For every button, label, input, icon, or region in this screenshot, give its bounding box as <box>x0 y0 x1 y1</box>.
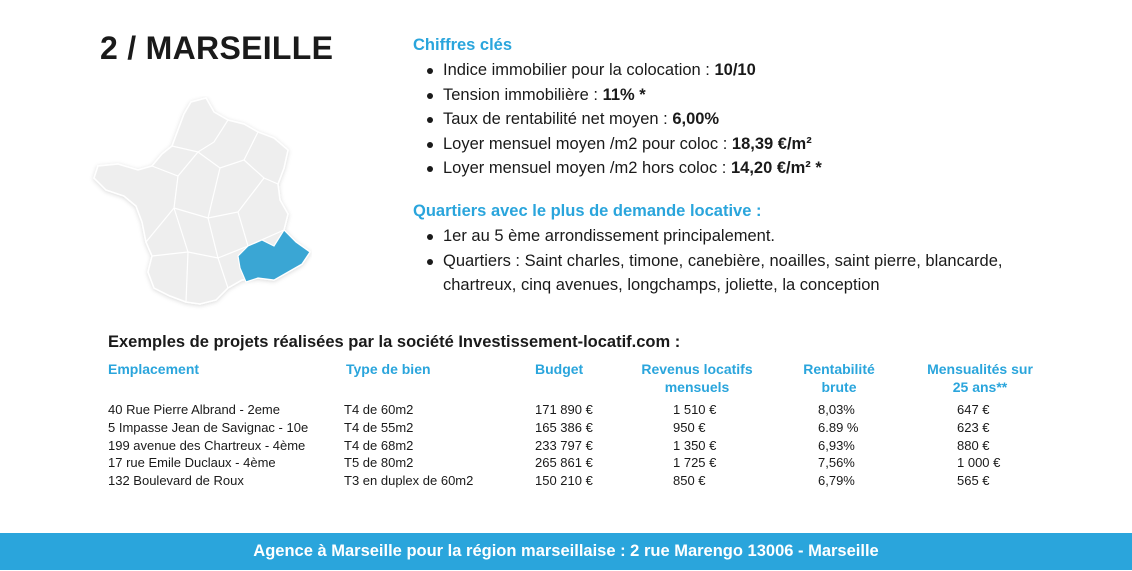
list-item: Indice immobilier pour la colocation : 10/10 <box>413 58 822 83</box>
cell-type: T3 en duplex de 60m2 <box>344 473 474 489</box>
table-row <box>0 420 1132 438</box>
table-row <box>0 438 1132 456</box>
cell-yield: 8,03% <box>818 402 855 417</box>
cell-budget: 150 210 € <box>535 473 593 489</box>
agency-footer-banner <box>0 533 1132 570</box>
neighborhoods-heading: Quartiers avec le plus de demande locative : <box>413 202 762 220</box>
list-item: Loyer mensuel moyen /m2 hors coloc : 14,20 €/m² * <box>413 156 822 181</box>
table-row <box>0 473 1132 491</box>
cell-type: T4 de 55m2 <box>344 419 414 435</box>
cell-monthly: 623 € <box>957 419 990 435</box>
france-map <box>88 96 312 310</box>
header-budget: Budget <box>535 361 584 377</box>
neighborhoods-list <box>413 224 1033 298</box>
list-item: 1er au 5 ème arrondissement principalement. <box>413 224 1033 249</box>
cell-budget: 265 861 € <box>535 455 593 471</box>
list-item: Taux de rentabilité net moyen : 6,00% <box>413 107 822 132</box>
cell-location: 132 Boulevard de Roux <box>108 473 244 489</box>
key-figures-list <box>413 58 822 181</box>
cell-budget: 171 890 € <box>535 402 593 417</box>
cell-monthly: 647 € <box>957 402 990 417</box>
cell-budget: 233 797 € <box>535 437 593 453</box>
cell-revenue: 950 € <box>673 419 706 435</box>
cell-monthly: 880 € <box>957 437 990 453</box>
header-revenue: Revenus locatifs mensuels <box>641 361 753 395</box>
cell-yield: 7,56% <box>818 455 855 471</box>
cell-type: T5 de 80m2 <box>344 455 414 471</box>
cell-yield: 6,79% <box>818 473 855 489</box>
cell-budget: 165 386 € <box>535 419 593 435</box>
cell-monthly: 1 000 € <box>957 455 1001 471</box>
header-type: Type de bien <box>346 361 431 377</box>
cell-monthly: 565 € <box>957 473 990 489</box>
header-yield: Rentabilité brute <box>803 361 875 395</box>
key-figures-heading: Chiffres clés <box>413 36 513 54</box>
header-location: Emplacement <box>108 361 200 377</box>
cell-yield: 6,93% <box>818 437 855 453</box>
list-item: Loyer mensuel moyen /m2 pour coloc : 18,39 €/m² <box>413 132 822 157</box>
cell-type: T4 de 60m2 <box>344 402 414 417</box>
cell-revenue: 850 € <box>673 473 706 489</box>
header-monthly: Mensualités sur 25 ans** <box>927 361 1033 395</box>
footer-text: Agence à Marseille pour la région marseillaise : 2 rue Marengo 13006 - Marseille <box>253 542 879 560</box>
cell-revenue: 1 350 € <box>673 437 717 453</box>
list-item: Quartiers : Saint charles, timone, canebière, noailles, saint pierre, blancarde, chartreux, cinq avenues, longchamps, joliette, la conception <box>413 249 1033 298</box>
cell-location: 5 Impasse Jean de Savignac - 10e <box>108 419 309 435</box>
cell-location: 199 avenue des Chartreux - 4ème <box>108 437 306 453</box>
cell-revenue: 1 725 € <box>673 455 717 471</box>
table-row <box>0 402 1132 420</box>
table-row <box>0 455 1132 473</box>
cell-yield: 6.89 % <box>818 419 859 435</box>
projects-title: Exemples de projets réalisées par la société Investissement-locatif.com : <box>108 333 681 351</box>
cell-revenue: 1 510 € <box>673 402 717 417</box>
cell-location: 17 rue Emile Duclaux - 4ème <box>108 455 276 471</box>
table-body <box>0 402 1132 491</box>
list-item: Tension immobilière : 11% * <box>413 83 822 108</box>
cell-type: T4 de 68m2 <box>344 437 414 453</box>
cell-location: 40 Rue Pierre Albrand - 2eme <box>108 402 280 417</box>
page-title: 2 / MARSEILLE <box>100 30 334 66</box>
